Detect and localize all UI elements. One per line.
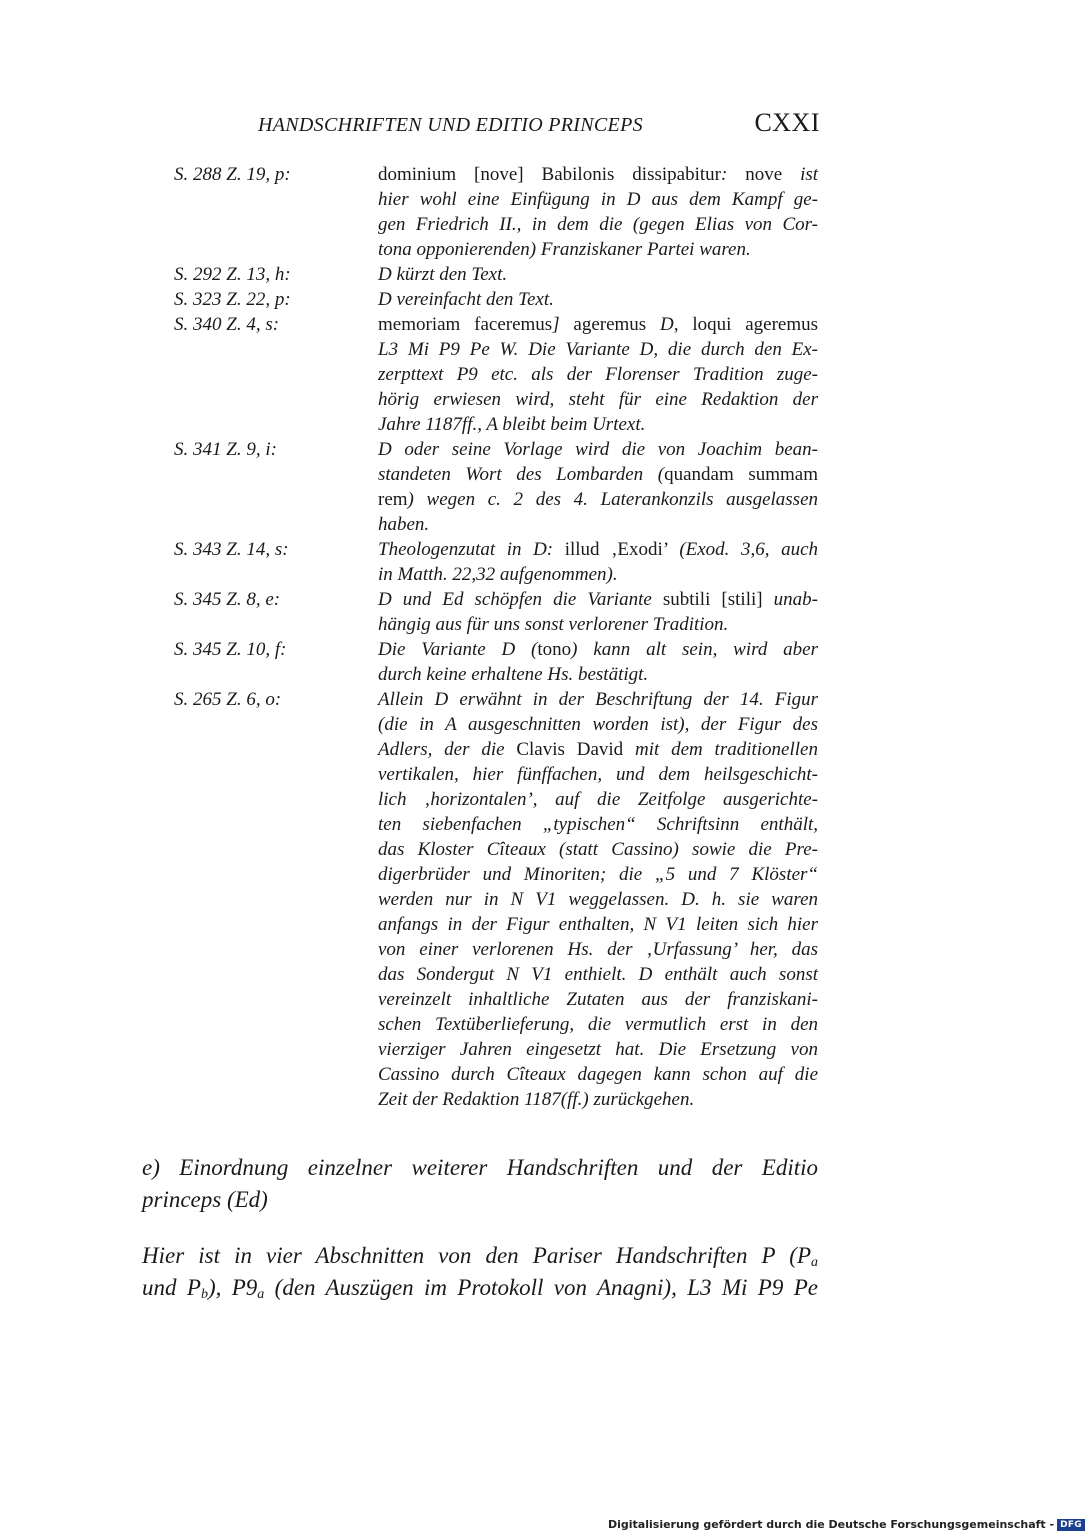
variant-note [174,437,818,537]
note-reference: S. 265 Z. 6, o: [174,689,282,710]
note-line [378,162,818,187]
footer-text: Digitalisierung gefördert durch die Deutsche Forschungsgemeinschaft - [608,1518,1055,1531]
roman-segment: loqui ageremus [692,314,818,335]
italic-segment: ist [800,164,819,185]
note-line [378,962,818,987]
variant-note [174,287,818,312]
italic-segment: hier wohl eine Einfügung in D aus dem Kampf ge- [378,189,818,210]
text-segment: ), P9 [207,1275,258,1300]
dfg-logo: DFG [1057,1519,1085,1531]
italic-segment: (Exod. 3,6, auch [679,539,818,560]
note-line [378,712,818,737]
note-line [378,762,818,787]
italic-segment: Jahre 1187ff., A bleibt beim Urtext. [378,414,646,435]
italic-segment: ) wegen c. 2 des 4. Laterankonzils ausgelassen [407,489,818,510]
italic-segment: das Sondergut N V1 enthielt. D enthält auch sonst [378,964,818,985]
variant-note [174,687,818,1112]
note-reference: S. 341 Z. 9, i: [174,439,277,460]
italic-segment: D und Ed schöpfen die Variante [378,589,663,610]
note-line [378,537,818,562]
note-line [378,462,818,487]
italic-segment: mit dem traditionellen [634,739,818,760]
italic-segment: (die in A ausgeschnitten worden ist), der Figur des [378,714,818,735]
italic-segment: L3 Mi P9 Pe W. Die Variante D, die durch den Ex- [378,339,818,360]
italic-segment: ten siebenfachen „typischen“ Schriftsinn enthält, [378,814,818,835]
roman-segment: subtili [stili] [662,589,774,610]
roman-segment: Clavis David [516,739,635,760]
variant-note [174,587,818,637]
variant-note [174,537,818,587]
roman-segment: memoriam faceremus [378,314,553,335]
variant-note [174,312,818,437]
italic-segment: vierziger Jahren eingesetzt hat. Die Ersetzung von [378,1039,818,1060]
digitization-footer [608,1518,1082,1536]
text-segment: Hier ist in vier Abschnitten von den Pariser Handschriften P (P [142,1243,811,1268]
subscript: a [257,1287,265,1302]
italic-segment: in Matth. 22,32 aufgenommen). [378,564,618,585]
italic-segment: gen Friedrich II., in dem die (gegen Elias von Cor- [378,214,818,235]
note-line [378,212,818,237]
italic-segment: hörig erwiesen wird, steht für eine Redaktion der [378,389,818,410]
note-text [378,587,818,637]
italic-segment: haben. [378,514,430,535]
note-line [378,1012,818,1037]
note-line [378,287,818,312]
body-line [142,1240,818,1272]
italic-segment: das Kloster Cîteaux (statt Cassino) sowie die Pre- [378,839,818,860]
note-line [378,862,818,887]
note-reference: S. 288 Z. 19, p: [174,164,291,185]
italic-segment: durch keine erhaltene Hs. bestätigt. [378,664,649,685]
page-number: CXXI [754,108,820,137]
note-line [378,262,818,287]
italic-segment: Die Variante D ( [378,639,538,660]
note-text [378,287,818,312]
note-line [378,587,818,612]
roman-segment: illud ‚Exodi’ [564,539,680,560]
variant-notes-list [174,162,818,1112]
note-line [378,337,818,362]
note-line [378,437,818,462]
italic-segment: D oder seine Vorlage wird die von Joachim bean- [378,439,818,460]
variant-note [174,262,818,287]
italic-segment: schen Textüberlieferung, die vermutlich erst in den [378,1014,818,1035]
italic-segment: lich ‚horizontalen’, auf die Zeitfolge ausgerichte- [378,789,818,810]
italic-segment: unab- [773,589,818,610]
italic-segment: D, [660,314,693,335]
italic-segment: zerpttext P9 etc. als der Florenser Tradition zuge- [378,364,818,385]
note-line [378,637,818,662]
italic-segment: standeten Wort des Lombarden ( [378,464,665,485]
note-line [378,487,818,512]
note-line [378,687,818,712]
note-line [378,1037,818,1062]
text-segment: (den Auszügen im Protokoll von Anagni), L3 Mi P9 Pe [264,1275,818,1300]
section-heading-line: princeps (Ed) [142,1187,268,1212]
note-text [378,262,818,287]
note-line [378,387,818,412]
italic-segment: Adlers, der die [378,739,517,760]
italic-segment: Cassino durch Cîteaux dagegen kann schon auf die [378,1064,818,1085]
italic-segment: vereinzelt inhaltliche Zutaten aus der franziskani- [378,989,818,1010]
roman-segment: dominium [nove] Babilonis dissipabitur [378,164,721,185]
note-reference: S. 345 Z. 8, e: [174,589,281,610]
italic-segment: ) kann alt sein, wird aber [571,639,818,660]
note-line [378,937,818,962]
italic-segment: hängig aus für uns sonst verlorener Tradition. [378,614,729,635]
italic-segment: ] [552,314,574,335]
note-text [378,437,818,537]
note-line [378,412,818,437]
note-line [378,362,818,387]
italic-segment: Zeit der Redaktion 1187(ff.) zurückgehen. [378,1089,695,1110]
note-line [378,912,818,937]
italic-segment: tona opponierenden) Franziskaner Partei waren. [378,239,751,260]
note-line [378,187,818,212]
note-line [378,562,818,587]
italic-segment: vertikalen, hier fünffachen, und dem heilsgeschicht- [378,764,818,785]
note-reference: S. 340 Z. 4, s: [174,314,280,335]
note-line [378,237,818,262]
roman-segment: tono [537,639,572,660]
variant-note [174,162,818,262]
roman-segment: quandam summam [664,464,818,485]
body-line [142,1272,818,1304]
note-text [378,162,818,262]
note-reference: S. 292 Z. 13, h: [174,264,291,285]
note-text [378,637,818,687]
note-line [378,887,818,912]
italic-segment: D kürzt den Text. [378,264,508,285]
note-text [378,537,818,587]
note-line [378,837,818,862]
note-line [378,787,818,812]
subscript: b [200,1287,208,1302]
note-reference: S. 343 Z. 14, s: [174,539,289,560]
running-title: HANDSCHRIFTEN UND EDITIO PRINCEPS [258,114,643,136]
body-paragraph [142,1240,818,1304]
section-heading [142,1152,818,1216]
running-header [258,108,820,148]
note-line [378,512,818,537]
italic-segment: digerbrüder und Minoriten; die „5 und 7 Klöster“ [378,864,818,885]
italic-segment: Theologenzutat in D: [378,539,565,560]
note-line [378,737,818,762]
variant-note [174,637,818,687]
note-line [378,1062,818,1087]
section-heading-line: e) Einordnung einzelner weiterer Handschriften und der Editio [142,1155,818,1180]
note-line [378,662,818,687]
italic-segment: : [720,164,746,185]
note-line [378,812,818,837]
roman-segment: rem [378,489,408,510]
note-text [378,312,818,437]
text-segment: und P [142,1275,201,1300]
note-reference: S. 323 Z. 22, p: [174,289,291,310]
roman-segment: nove [745,164,801,185]
note-line [378,612,818,637]
note-line [378,1087,818,1112]
italic-segment: von einer verlorenen Hs. der ‚Urfassung’ her, das [378,939,818,960]
roman-segment: ageremus [573,314,661,335]
note-line [378,987,818,1012]
italic-segment: Allein D erwähnt in der Beschriftung der 14. Figur [378,689,818,710]
italic-segment: werden nur in N V1 weggelassen. D. h. sie waren [378,889,818,910]
italic-segment: anfangs in der Figur enthalten, N V1 leiten sich hier [378,914,818,935]
note-line [378,312,818,337]
note-reference: S. 345 Z. 10, f: [174,639,287,660]
italic-segment: D vereinfacht den Text. [378,289,554,310]
subscript: a [811,1255,818,1270]
note-text [378,687,818,1112]
